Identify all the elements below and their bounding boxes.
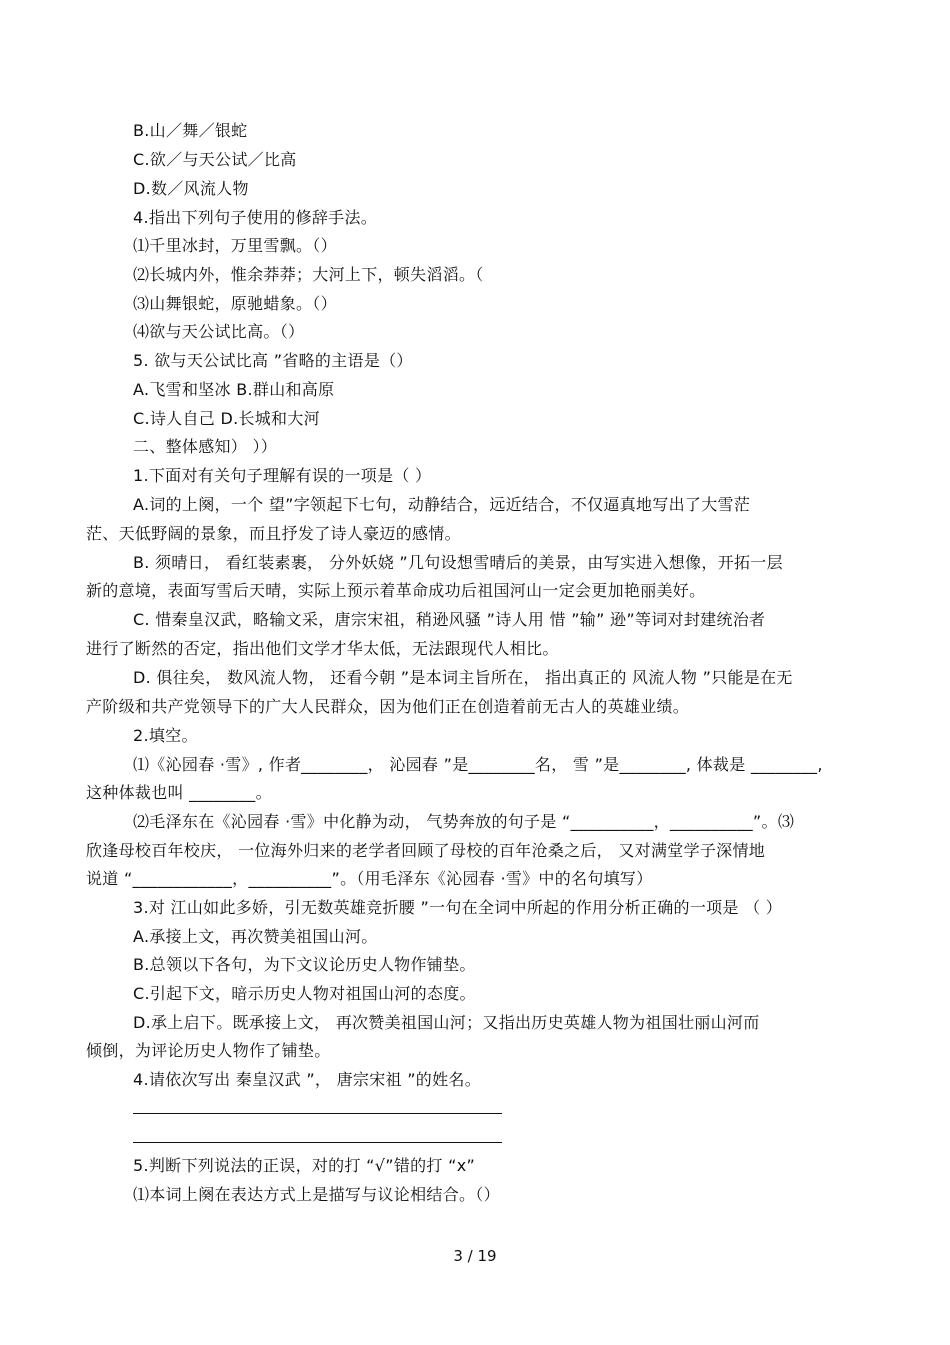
q3-option-c: C.引起下文，暗示历史人物对祖国山河的态度。 xyxy=(133,984,476,1003)
sub-item-3: ⑶山舞银蛇，原驰蜡象。（） xyxy=(133,294,337,313)
question-3-heading: 3.对 江山如此多娇，引无数英雄竞折腰 ”一句在全词中所起的作用分析正确的一项是 （ ） xyxy=(133,898,783,917)
paragraph-d-line-1: D. 俱往矣， 数风流人物， 还看今朝 ”是本词主旨所在， 指出真正的 风流人物 ”只能是在无 xyxy=(133,668,793,687)
judge-item-1: ⑴本词上阕在表达方式上是描写与议论相结合。（） xyxy=(133,1185,500,1204)
options-cd-line: C.诗人自己 D.长城和大河 xyxy=(133,409,320,428)
q3-option-a: A.承接上文，再次赞美祖国山河。 xyxy=(133,927,378,946)
fill-blank-line-1: ⑴《沁园春 ·雪》, 作者________， 沁园春 ”是________名， 雪 ”是________, 体裁是 ________, xyxy=(133,755,823,774)
question-5-heading: 5. 欲与天公试比高 ”省略的主语是（） xyxy=(133,351,413,370)
option-d-line: D.数／风流人物 xyxy=(133,179,249,198)
question-4b-heading: 4.请依次写出 秦皇汉武 ”， 唐宗宋祖 ”的姓名。 xyxy=(133,1070,481,1089)
q3-option-d-line-2: 倾倒，为评论历史人物作了铺垫。 xyxy=(86,1041,331,1060)
option-b-line: B.山／舞／银蛇 xyxy=(133,121,248,140)
paragraph-b-line-1: B. 须晴日， 看红装素裹， 分外妖娆 ”几句设想雪晴后的美景，由写实进入想像，开拓一层 xyxy=(133,553,783,572)
paragraph-c-line-2: 进行了断然的否定，指出他们文学才华太低，无法跟现代人相比。 xyxy=(86,639,559,658)
q3-option-d-line-1: D.承上启下。既承接上文， 再次赞美祖国山河；又指出历史英雄人物为祖国壮丽山河而 xyxy=(133,1013,760,1032)
paragraph-d-line-2: 产阶级和共产党领导下的广大人民群众，因为他们正在创造着前无古人的英雄业绩。 xyxy=(86,697,690,716)
paragraph-b-line-2: 新的意境，表面写雪后天晴，实际上预示着革命成功后祖国河山一定会更加艳丽美好。 xyxy=(86,581,706,600)
paragraph-a-line-1: A.词的上阕，一个 望”字领起下七句，动静结合，远近结合，不仅逼真地写出了大雪茫 xyxy=(133,495,751,514)
answer-line xyxy=(133,1142,502,1143)
fill-blank-line-2: 这种体裁也叫 ________。 xyxy=(86,783,272,802)
fill-blank-line-4: 欣逢母校百年校庆， 一位海外归来的老学者回顾了母校的百年沧桑之后， 又对满堂学子深情地 xyxy=(86,841,766,860)
page-number: 3 / 19 xyxy=(453,1247,497,1265)
sub-item-2: ⑵长城内外，惟余莽莽；大河上下，顿失滔滔。（ xyxy=(133,265,484,284)
q3-option-b: B.总领以下各句，为下文议论历史人物作铺垫。 xyxy=(133,955,476,974)
option-c-line: C.欲／与天公试／比高 xyxy=(133,150,297,169)
fill-blank-line-5: 说道 “____________，__________”。（用毛泽东《沁园春 ·雪》中的名句填写） xyxy=(86,869,653,888)
paragraph-c-line-1: C. 惜秦皇汉武，略输文采，唐宗宋祖，稍逊风骚 ”诗人用 惜 ”输” 逊”等词对封建统治者 xyxy=(133,610,766,629)
answer-line xyxy=(133,1113,502,1114)
paragraph-a-line-2: 茫、天低野阔的景象，而且抒发了诗人豪迈的感情。 xyxy=(86,524,461,543)
question-2-heading: 2.填空。 xyxy=(133,726,198,745)
section-heading: 二、整体感知） ）） xyxy=(133,437,278,456)
sub-item-4: ⑷欲与天公试比高。（） xyxy=(133,322,305,341)
question-5b-heading: 5.判断下列说法的正误，对的打 “√”错的打 “ⅹ” xyxy=(133,1156,476,1175)
question-4-heading: 4.指出下列句子使用的修辞手法。 xyxy=(133,208,378,227)
question-1-heading: 1.下面对有关句子理解有误的一项是（ ） xyxy=(133,466,432,485)
sub-item-1: ⑴千里冰封，万里雪飘。（） xyxy=(133,236,337,255)
options-ab-line: A.飞雪和坚冰 B.群山和高原 xyxy=(133,380,335,399)
fill-blank-line-3: ⑵毛泽东在《沁园春 ·雪》中化静为动， 气势奔放的句子是 “__________，__________”。⑶ xyxy=(133,812,795,831)
